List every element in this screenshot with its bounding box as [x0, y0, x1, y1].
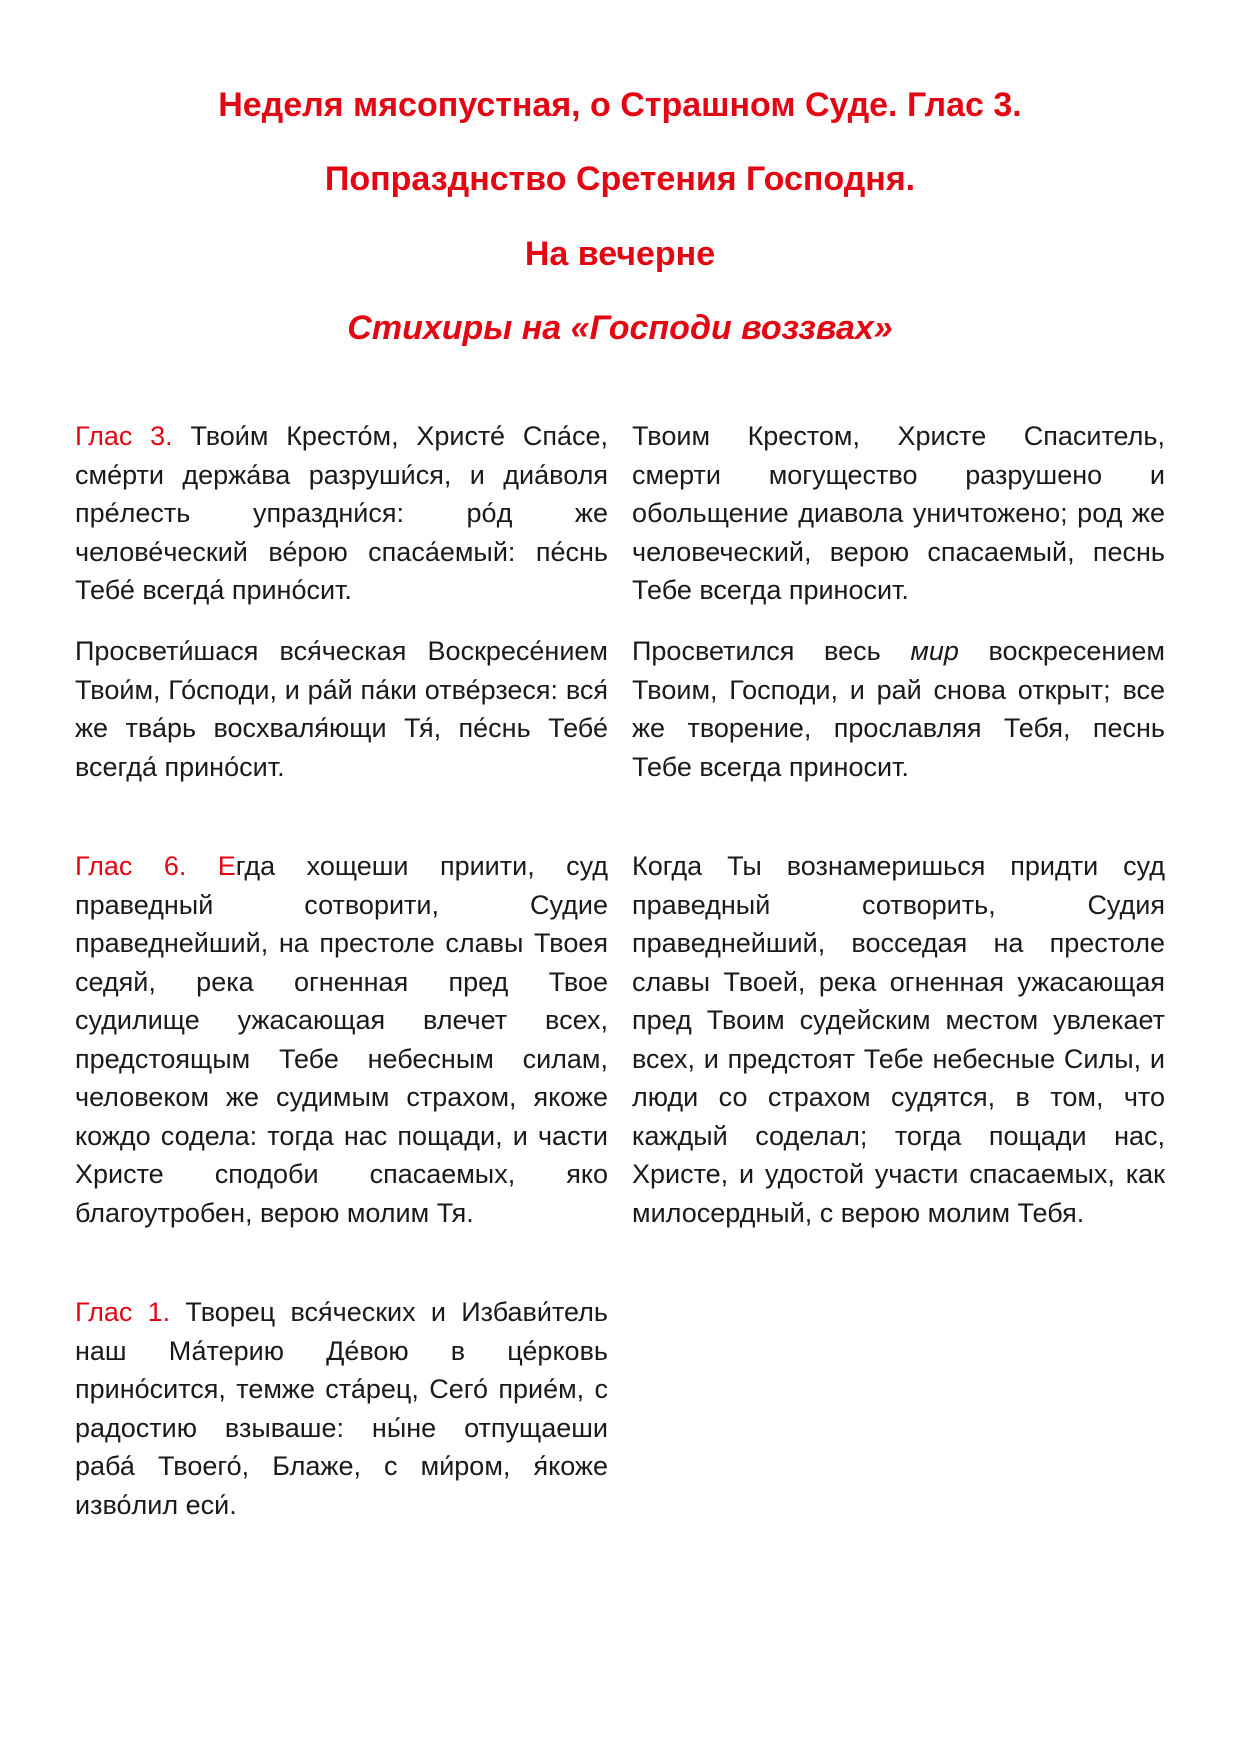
slavonic-text: Просвети́шася вся́ческая Воскресе́нием Твои́м, Го́споди, и ра́й па́ки отве́рзеся: вся́ же тва́рь восхваля́ющи Тя́, пе́снь Тебе́ всегда́ прино́сит. [75, 636, 608, 782]
sticheron-row-3 [75, 847, 1165, 1232]
slavonic-text [75, 847, 608, 1232]
russian-emphasis: мир [910, 636, 959, 666]
slavonic-body: Творец вся́ческих и Избави́тель наш Ма́терию Де́вою в це́рковь прино́сится, темже ста́рец, Сего́ прие́м, с радостию взываше: ны́не отпущаеши раба́ Твоего́, Блаже, с ми́ром, я́коже изво́лил еси́. [75, 1297, 608, 1520]
title-service: На вечерне [524, 235, 716, 273]
russian-text: Когда Ты вознамеришься придти суд праведный сотворить, Судия праведнейший, восседая на престоле славы Твоей, река огненная ужасающая пред Твоим судейским местом увлекает всех, и предстоят Тебе небесные Силы, и люди со страхом судятся, в том, что каждый соделал; тогда пощади нас, Христе, и удостой участи спасаемых, как милосердный, с верою молим Тебя. [632, 851, 1165, 1228]
slavonic-text [75, 417, 608, 610]
tone-label: Глас 3. [75, 421, 173, 451]
title-section: Стихиры на «Господи воззвах» [347, 309, 893, 347]
sticheron-row-1 [75, 417, 1165, 610]
title-feast: Попразднство Сретения Господня. [324, 160, 916, 198]
russian-text [632, 632, 1165, 786]
title-week: Неделя мясопустная, о Страшном Суде. Глас 3. [218, 86, 1022, 124]
russian-body-start: Просветился весь [632, 636, 911, 666]
sticheron-row-4 [75, 1293, 1165, 1524]
russian-text [632, 1293, 1165, 1524]
slavonic-text [75, 1293, 608, 1524]
slavonic-body: Твои́м Кресто́м, Христе́ Спа́се, сме́рти держа́ва разруши́ся, и диа́воля пре́лесть упраздни́ся: ро́д же челове́ческий ве́рою спаса́емый: пе́снь Тебе́ всегда́ прино́сит. [75, 421, 608, 605]
russian-text: Твоим Крестом, Христе Спаситель, смерти могущество разрушено и обольщение диавола уничтожено; род же человеческий, верою спасаемый, песнь Тебе всегда приносит. [632, 421, 1165, 605]
sticheron-row-2 [75, 632, 1165, 786]
slavonic-body: гда хощеши приити, суд праведный сотворити, Судие праведнейший, на престоле славы Твоея седяй, река огненная пред Твое судилище ужасающая влечет всех, предстоящым Тебе небесным силам, человеком же судимым страхом, якоже кождо содела: тогда нас пощади, и части Христе сподоби спасаемых, яко благоутробен, верою молим Тя. [75, 851, 608, 1228]
russian-body-end: воскресением Твоим, Господи, и рай снова открыт; все же творение, прославляя Тебя, песнь Тебе всегда приносит. [632, 636, 1165, 782]
tone-label: Глас 6. Е [75, 851, 236, 881]
tone-label: Глас 1. [75, 1297, 171, 1327]
